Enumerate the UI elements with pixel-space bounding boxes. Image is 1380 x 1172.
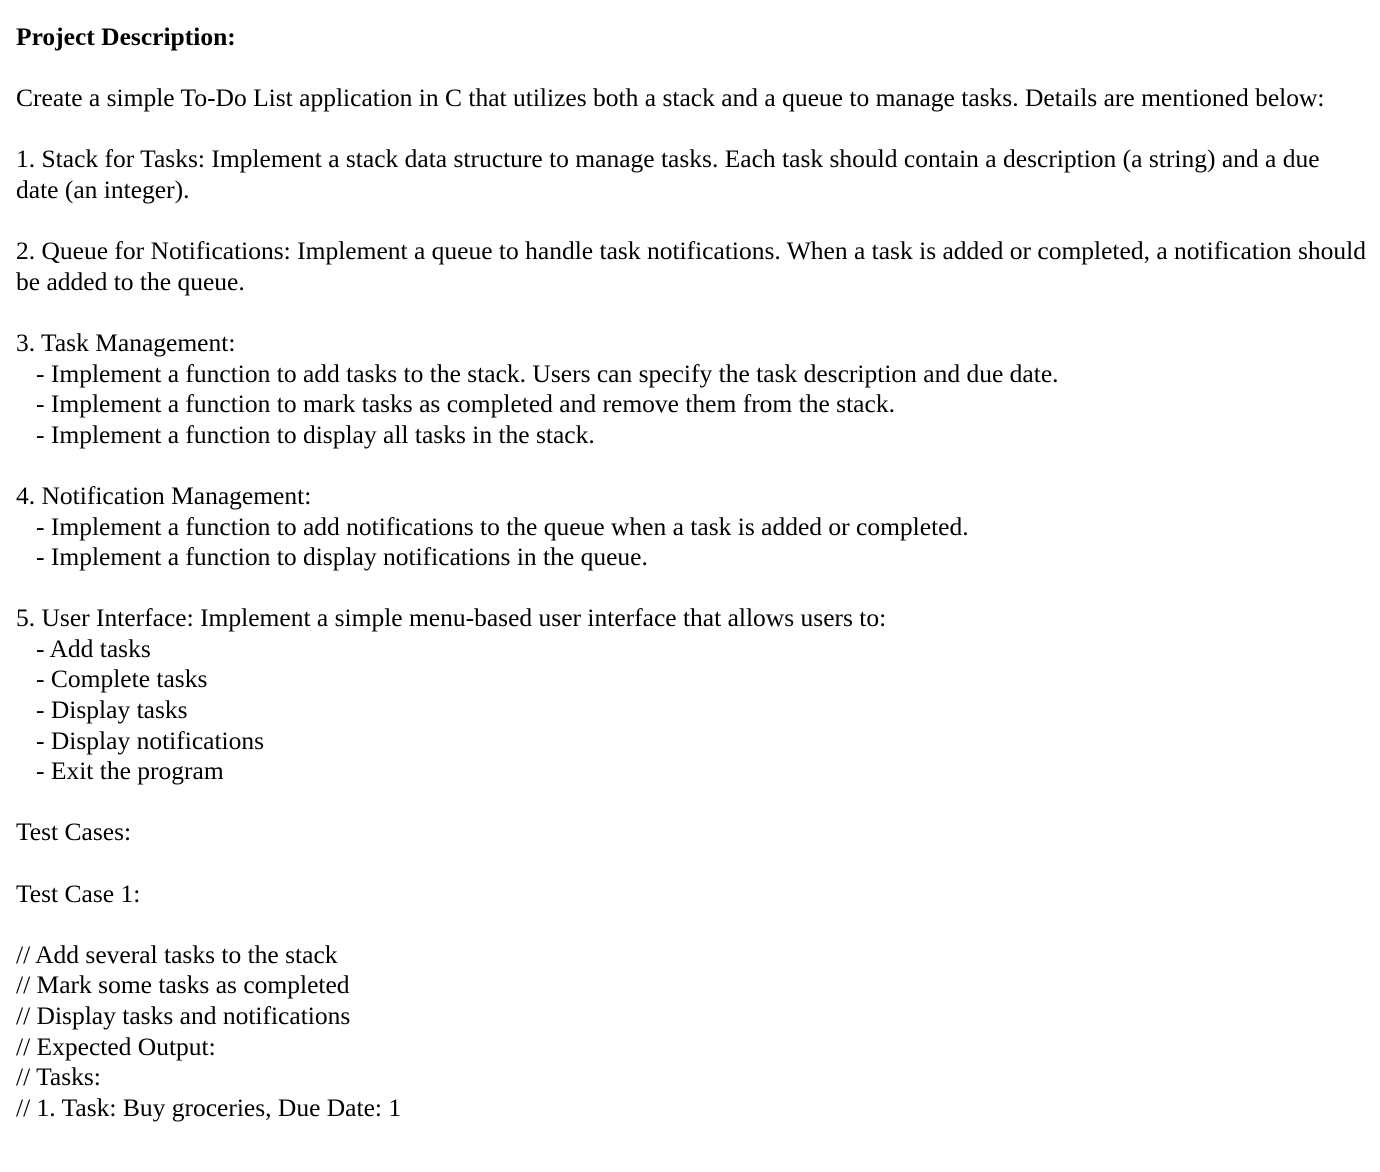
user-interface-item: - Display notifications xyxy=(36,725,265,755)
test-case-line: // Tasks: xyxy=(16,1062,101,1092)
section-notification-management-heading: 4. Notification Management: xyxy=(16,480,312,510)
spacer xyxy=(16,53,1366,84)
test-cases-heading: Test Cases: xyxy=(16,817,132,847)
spacer xyxy=(16,787,1366,818)
section-stack-for-tasks: 1. Stack for Tasks: Implement a stack data structure to manage tasks. Each task should contain a description (a string) and a due date (an integer). xyxy=(16,144,1320,204)
spacer xyxy=(16,297,1366,328)
test-case-line: // Mark some tasks as completed xyxy=(16,970,350,1000)
test-case-1-heading: Test Case 1: xyxy=(16,878,141,908)
spacer xyxy=(16,573,1366,604)
section-user-interface-heading: 5. User Interface: Implement a simple menu-based user interface that allows users to: xyxy=(16,603,887,633)
section-queue-for-notifications: 2. Queue for Notifications: Implement a queue to handle task notifications. When a task is added or completed, a notification should be added to the queue. xyxy=(16,236,1366,296)
document-body xyxy=(16,22,1366,1123)
spacer xyxy=(16,848,1366,879)
document-title: Project Description: xyxy=(16,22,236,51)
task-management-item: - Implement a function to add tasks to the stack. Users can specify the task description and due date. xyxy=(36,358,1059,388)
spacer xyxy=(16,909,1366,940)
user-interface-item: - Complete tasks xyxy=(36,664,208,694)
spacer xyxy=(16,114,1366,145)
test-case-line: // Display tasks and notifications xyxy=(16,1001,351,1030)
user-interface-item: - Exit the program xyxy=(36,756,224,786)
user-interface-item: - Add tasks xyxy=(36,633,151,663)
intro-paragraph: Create a simple To-Do List application in C that utilizes both a stack and a queue to manage tasks. Details are mentioned below: xyxy=(16,83,1325,113)
task-management-item: - Implement a function to mark tasks as completed and remove them from the stack. xyxy=(36,389,895,419)
test-case-line: // 1. Task: Buy groceries, Due Date: 1 xyxy=(16,1092,402,1122)
notification-management-item: - Implement a function to add notifications to the queue when a task is added or completed. xyxy=(36,511,969,541)
section-task-management-heading: 3. Task Management: xyxy=(16,327,236,357)
test-case-line: // Add several tasks to the stack xyxy=(16,939,338,969)
notification-management-item: - Implement a function to display notifications in the queue. xyxy=(36,542,648,572)
task-management-item: - Implement a function to display all tasks in the stack. xyxy=(36,419,595,449)
user-interface-item: - Display tasks xyxy=(36,695,188,725)
spacer xyxy=(16,450,1366,481)
test-case-line: // Expected Output: xyxy=(16,1031,216,1061)
spacer xyxy=(16,206,1366,237)
